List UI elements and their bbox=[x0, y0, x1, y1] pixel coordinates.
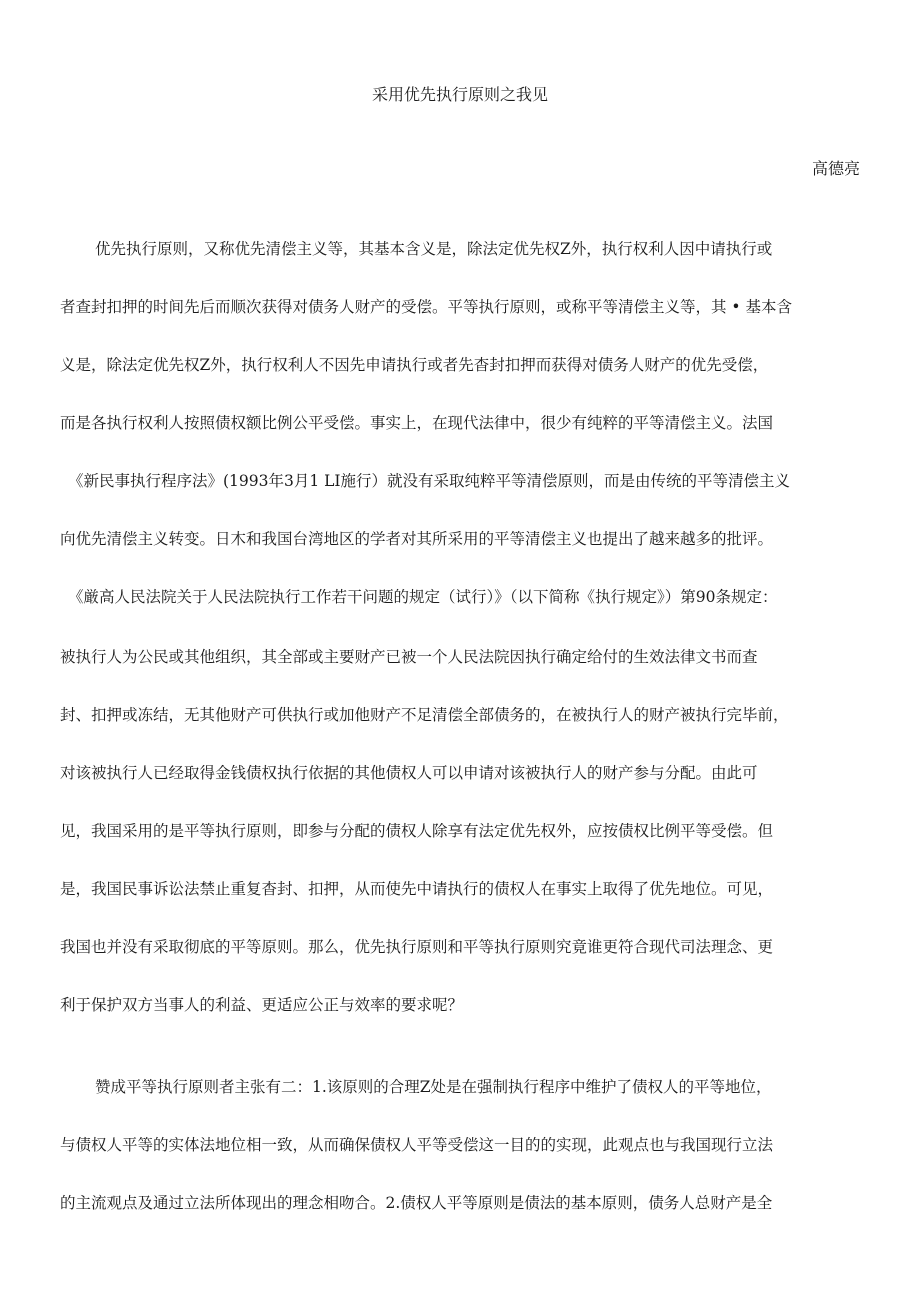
document-title: 采用优先执行原则之我见 bbox=[371, 85, 548, 104]
paragraph-line: 与债权人平等的实体法地位相一致，从而确保债权人平等受偿这一目的的实现，此观点也与我国现行立法 bbox=[60, 1136, 774, 1154]
paragraph-line: 我国也并没有采取彻底的平等原则。那么，优先执行原则和平等执行原则究竟谁更符合现代司法理念、更 bbox=[60, 938, 774, 956]
paragraph-line: 优先执行原则，又称优先清偿主义等，其基本含义是，除法定优先权Z外，执行权利人因中请执行或 bbox=[95, 240, 773, 258]
paragraph-line: 《厳高人民法院关于人民法院执行工作若干问题的规定（试行）》（以下简称《执行规定》）第90条规定： bbox=[68, 588, 778, 606]
paragraph-line: 封、扣押或冻结，无其他财产可供执行或加他财产不足清偿全部债务的，在被执行人的财产被执行完毕前， bbox=[60, 706, 789, 724]
paragraph-line: 者查封扣押的时间先后而顺次获得对债务人财产的受偿。平等执行原则，或称平等清偿主义等，其 • 基本含 bbox=[60, 298, 793, 316]
paragraph-line: 被执行人为公民或其他组织，其全部或主要财产已被一个人民法院因执行确定给付的生效法律文书而查 bbox=[60, 648, 758, 666]
paragraph-line: 《新民事执行程序法》(1993年3月1 LI施行）就没有采取纯粹平等清偿原则，而是由传统的平等清偿主义 bbox=[68, 472, 791, 490]
paragraph-line: 利于保护双方当事人的利益、更适应公正与效率的要求呢？ bbox=[60, 996, 464, 1014]
paragraph-line: 的主流观点及通过立法所体现出的理念相吻合。2.债权人平等原则是债法的基本原则，债务人总财产是全 bbox=[60, 1194, 773, 1212]
paragraph-line: 对该被执行人已经取得金钱债权执行依据的其他债权人可以申请对该被执行人的财产参与分配。由此可 bbox=[60, 764, 758, 782]
paragraph-line: 而是各执行权利人按照债权额比例公平受偿。事实上，在现代法律中，很少有纯粹的平等清偿主义。法国 bbox=[60, 414, 774, 432]
paragraph-line: 是，我国民事诉讼法禁止重复杳封、扣押，从而使先中请执行的债权人在事实上取得了优先地位。可见， bbox=[60, 880, 774, 898]
paragraph-line: 向优先清偿主义转变。日木和我国台湾地区的学者对其所采用的平等清偿主义也提出了越来越多的批评。 bbox=[60, 530, 774, 548]
paragraph-line: 义是，除法定优先权Z外，执行权利人不因先申请执行或者先杳封扣押而获得对债务人财产的优先受偿， bbox=[60, 356, 769, 374]
paragraph-line: 赞成平等执行原则者主张有二：1.该原则的合理Z处是在强制执行程序中维护了债权人的平等地位， bbox=[95, 1078, 772, 1096]
paragraph-line: 见，我国采用的是平等执行原则，即参与分配的债权人除享有法定优先权外，应按债权比例平等受偿。但 bbox=[60, 822, 774, 840]
document-author: 高德亮 bbox=[811, 159, 860, 178]
